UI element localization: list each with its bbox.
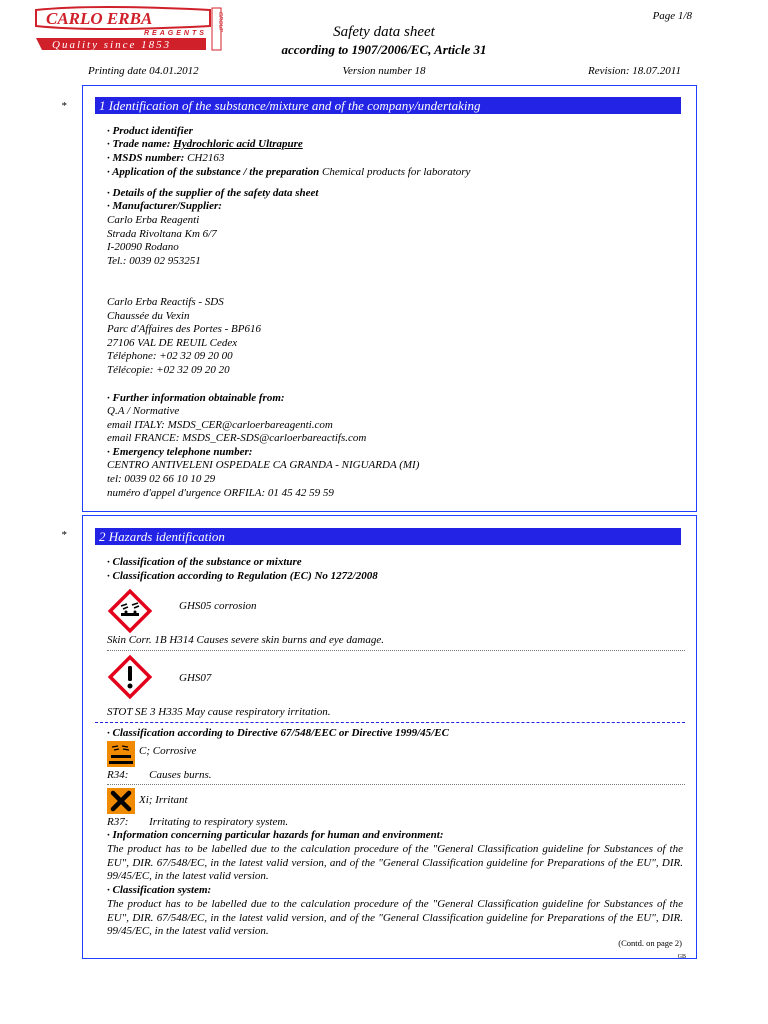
further-info-label: · Further information obtainable from: xyxy=(107,392,285,404)
further-info-line: email ITALY: MSDS_CER@carloerbareagenti.com xyxy=(107,419,333,431)
r34-text: Causes burns. xyxy=(149,769,212,781)
r37-row xyxy=(107,816,288,828)
logo-tagline: Quality since 1853 xyxy=(52,39,172,51)
supplier-fr-line: Télécopie: +02 32 09 20 20 xyxy=(107,364,230,376)
dotted-separator xyxy=(107,784,685,785)
ghs07-label: GHS07 xyxy=(179,672,212,684)
r34-row xyxy=(107,769,211,781)
supplier-fr-line: 27106 VAL DE REUIL Cedex xyxy=(107,337,238,349)
revision-date: Revision: 18.07.2011 xyxy=(588,65,681,77)
msds-label: · MSDS number: xyxy=(107,152,185,164)
msds-value: CH2163 xyxy=(187,152,225,164)
c-corrosive-label: C; Corrosive xyxy=(139,745,197,757)
emergency-label: · Emergency telephone number: xyxy=(107,446,253,458)
directive-label: · Classification according to Directive 67/548/EEC or Directive 1999/45/EC xyxy=(107,727,449,739)
supplier-it-line: I-20090 Rodano xyxy=(107,241,179,253)
further-info-line: email FRANCE: MSDS_CER-SDS@carloerbareactifs.com xyxy=(107,432,367,444)
trade-name-row xyxy=(107,138,303,150)
ghs07-exclamation-icon xyxy=(107,654,153,700)
supplier-details-label: · Details of the supplier of the safety data sheet xyxy=(107,187,319,199)
logo-group: GROUP xyxy=(217,12,223,33)
r34-code: R34: xyxy=(107,769,129,781)
logo-brand-sub: REAGENTS xyxy=(144,30,207,37)
xi-irritant-label: Xi; Irritant xyxy=(139,794,188,806)
continued-note: (Contd. on page 2) xyxy=(618,938,682,948)
supplier-fr-line: Chaussée du Vexin xyxy=(107,310,190,322)
section-2 xyxy=(82,515,697,959)
version-number: Version number 18 xyxy=(342,65,426,77)
regulation-label: · Classification according to Regulation (EC) No 1272/2008 xyxy=(107,570,378,582)
application-value: Chemical products for laboratory xyxy=(322,166,471,178)
r37-code: R37: xyxy=(107,816,129,828)
section2-change-marker: * xyxy=(61,529,67,541)
hazards-info-text: The product has to be labelled due to the calculation procedure of the "General Classification guideline for Substances of the EU", DIR. 67/548/EC, in the latest valid version, and of the "General Classification guideline for Preparations of the EU", DIR. 99/45/EC, in the latest valid version. xyxy=(107,843,683,882)
section1-heading: 1 Identification of the substance/mixture and of the company/undertaking xyxy=(95,97,681,114)
supplier-it-line: Carlo Erba Reagenti xyxy=(107,214,200,226)
stot-statement: STOT SE 3 H335 May cause respiratory irritation. xyxy=(107,706,331,718)
product-identifier-label: · Product identifier xyxy=(107,125,193,137)
document-subtitle: according to 1907/2006/EC, Article 31 xyxy=(281,42,487,57)
hazards-info-label: · Information concerning particular hazards for human and environment: xyxy=(107,829,444,841)
supplier-fr-line: Carlo Erba Reactifs - SDS xyxy=(107,296,224,308)
emergency-line: tel: 0039 02 66 10 10 29 xyxy=(107,473,216,485)
corrosive-symbol-icon xyxy=(107,741,135,767)
emergency-line: numéro d'appel d'urgence ORFILA: 01 45 42 59 59 xyxy=(107,487,334,499)
emergency-line: CENTRO ANTIVELENI OSPEDALE CA GRANDA - NIGUARDA (MI) xyxy=(107,459,420,471)
dotted-separator xyxy=(107,650,685,651)
document-title: Safety data sheet xyxy=(333,24,435,40)
msds-row xyxy=(107,152,224,164)
ghs05-label: GHS05 corrosion xyxy=(179,600,257,612)
application-row xyxy=(107,166,470,178)
manufacturer-label: · Manufacturer/Supplier: xyxy=(107,200,222,212)
section1-change-marker: * xyxy=(61,100,67,112)
page-number: Page 1/8 xyxy=(652,10,692,22)
supplier-it-line: Tel.: 0039 02 953251 xyxy=(107,255,201,267)
further-info-line: Q.A / Normative xyxy=(107,405,180,417)
r37-text: Irritating to respiratory system. xyxy=(149,816,289,828)
classification-label: · Classification of the substance or mixture xyxy=(107,556,302,568)
section2-heading: 2 Hazards identification xyxy=(95,528,681,545)
dashed-separator xyxy=(95,722,685,723)
trade-name-value: Hydrochloric acid Ultrapure xyxy=(173,138,303,150)
trade-name-label: · Trade name: xyxy=(107,138,171,150)
supplier-fr-line: Téléphone: +02 32 09 20 00 xyxy=(107,350,233,362)
irritant-symbol-icon xyxy=(107,788,135,814)
application-label: · Application of the substance / the preparation xyxy=(107,166,320,178)
ghs05-corrosion-icon xyxy=(107,588,153,634)
country-code: GB xyxy=(677,954,686,960)
skin-corr-statement: Skin Corr. 1B H314 Causes severe skin burns and eye damage. xyxy=(107,634,384,646)
logo-brand: CARLO ERBA xyxy=(46,9,153,28)
classification-system-text: The product has to be labelled due to the calculation procedure of the "General Classification guideline for Substances of the EU", DIR. 67/548/EC, in the latest valid version, and of the "General Classification guideline for Preparations of the EU", DIR. 99/45/EC, in the latest valid version. xyxy=(107,898,683,937)
supplier-fr-line: Parc d'Affaires des Portes - BP616 xyxy=(107,323,261,335)
supplier-it-line: Strada Rivoltana Km 6/7 xyxy=(107,228,217,240)
classification-system-label: · Classification system: xyxy=(107,884,212,896)
printing-date: Printing date 04.01.2012 xyxy=(88,65,199,77)
section-1 xyxy=(82,85,697,512)
